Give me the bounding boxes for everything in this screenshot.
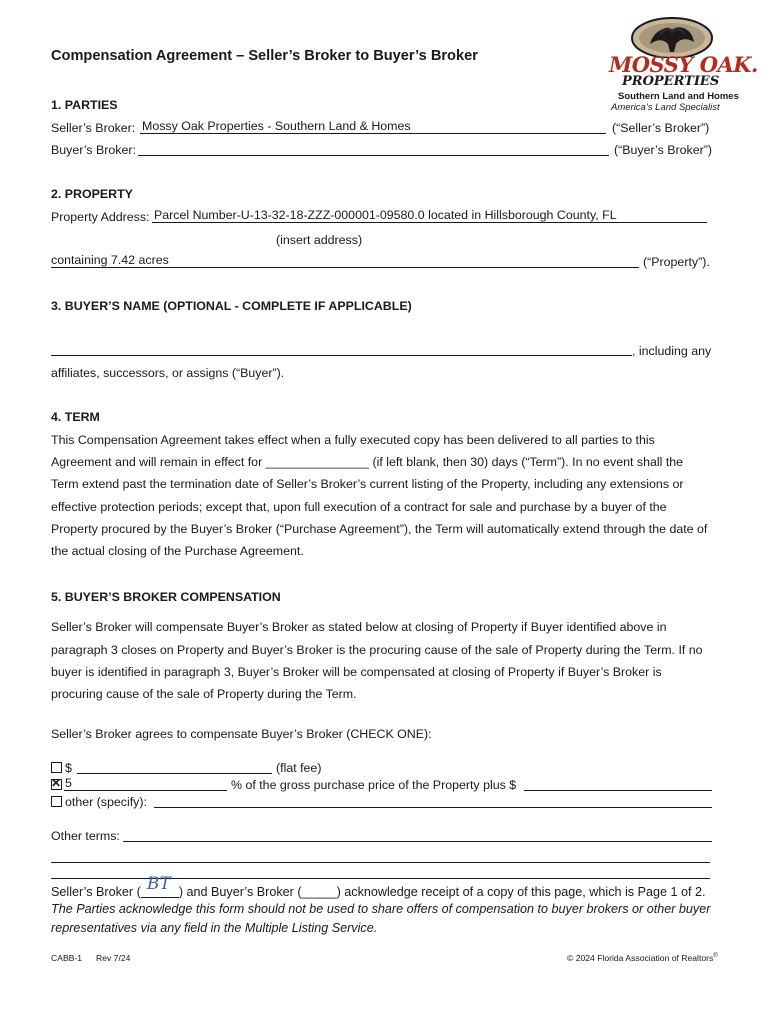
other-terms-line-2[interactable] [51,862,710,863]
page-title: Compensation Agreement – Seller’s Broker to Buyer’s Broker [51,48,478,64]
section-heading-parties: 1. PARTIES [51,98,118,112]
option-other [51,795,147,809]
other-terms-line-1[interactable] [123,841,712,842]
other-label: other (specify): [65,795,147,809]
mls-notice-line-1: The Parties acknowledge this form should not be used to share offers of compensation to buyer brokers or other buyer [51,902,711,916]
compensation-paragraph-line: procuring cause of the sale of Property during the Term. [51,687,357,701]
buyer-broker-line [138,155,609,156]
other-terms-label: Other terms: [51,829,120,843]
property-containing-field[interactable]: containing 7.42 acres [51,253,169,267]
flat-fee-suffix: (flat fee) [276,761,322,775]
term-paragraph-line: the actual closing of the Purchase Agreement. [51,544,304,558]
logo-sub-name: PROPERTIES [622,74,720,89]
seller-initials-handwritten: BT [146,874,171,894]
insert-address-hint: (insert address) [276,233,363,247]
logo-slogan: America’s Land Specialist [611,102,720,113]
flat-fee-checkbox[interactable] [51,762,62,773]
buyer-broker-label: Buyer’s Broker: [51,143,136,157]
compensation-paragraph-line: buyer is identified in paragraph 3, Buyer’s Broker will be compensated at closing of Property if Buyer’s Broker is [51,665,662,679]
term-paragraph-line: Property procured by the Buyer’s Broker (“Purchase Agreement”), the Term will automatically extend through the date of [51,522,708,536]
seller-initials-field[interactable] [141,874,179,898]
mls-notice-line-2: representatives via any field in the Multiple Listing Service. [51,921,378,935]
ack-seller-prefix: Seller’s Broker ( [51,885,141,899]
compensation-check-one: Seller’s Broker agrees to compensate Buyer’s Broker (CHECK ONE): [51,727,432,741]
option-flat-fee [51,761,72,775]
percent-field[interactable]: 5 [65,776,72,790]
company-logo [598,14,758,114]
property-address-field[interactable]: Parcel Number-U-13-32-18-ZZZ-000001-09580.0 located in Hillsborough County, FL [154,208,617,222]
buyer-broker-suffix: (“Buyer’s Broker”) [614,143,712,157]
section-heading-buyer-name: 3. BUYER’S NAME (OPTIONAL - COMPLETE IF APPLICABLE) [51,299,412,313]
compensation-paragraph-line: Seller’s Broker will compensate Buyer’s Broker as stated below at closing of Property if Buyer identified above in [51,620,667,634]
copyright-text: © 2024 Florida Association of Realtors [567,953,714,963]
form-id: CABB-1 [51,953,83,963]
copyright-notice [567,953,718,963]
flat-fee-currency: $ [65,761,72,775]
property-containing-line [51,267,639,268]
buyer-name-suffix: , including any [632,344,712,358]
flat-fee-line [77,773,272,774]
term-paragraph-line: Term extend past the termination date of Seller’s Broker’s current listing of the Property, including any extensions or [51,477,684,491]
percent-checkbox[interactable] [51,779,62,790]
section-heading-property: 2. PROPERTY [51,187,133,201]
logo-tagline: Southern Land and Homes [618,91,739,102]
property-address-line [152,222,707,223]
property-suffix: (“Property”). [643,255,710,269]
section-heading-term: 4. TERM [51,410,100,424]
section-heading-compensation: 5. BUYER’S BROKER COMPENSATION [51,590,281,604]
form-revision: Rev 7/24 [96,953,131,963]
compensation-paragraph-line: paragraph 3 closes on Property and Buyer’s Broker is the procuring cause of the sale of Property during the Term. If no [51,643,703,657]
percent-plus-line [524,790,712,791]
buyer-name-affiliates: affiliates, successors, or assigns (“Buyer”). [51,366,285,380]
term-paragraph-line: effective protection periods; except that, upon full execution of a contract for sale and purchase by a buyer of the [51,500,667,514]
buyer-name-line [51,355,632,356]
percent-line [64,790,227,791]
term-paragraph-line: This Compensation Agreement takes effect when a fully executed copy has been delivered to all parties to this [51,433,655,447]
seller-broker-label: Seller’s Broker: [51,121,136,135]
registered-mark: ® [713,953,718,960]
seller-broker-field[interactable]: Mossy Oak Properties - Southern Land & Homes [142,119,411,133]
property-address-label: Property Address: [51,210,150,224]
option-percent [51,778,65,792]
term-paragraph-line: Agreement and will remain in effect for _______________ (if left blank, then 30) days (“Term”). In no event shall the [51,455,684,469]
acknowledgment-line [51,874,706,899]
ack-buyer-text: ) and Buyer’s Broker (_____) acknowledge receipt of a copy of this page, which is Page 1 of 2. [178,885,706,899]
percent-suffix: % of the gross purchase price of the Property plus $ [231,778,517,792]
seller-broker-suffix: (“Seller’s Broker”) [612,121,710,135]
other-checkbox[interactable] [51,796,62,807]
seller-broker-line [140,133,606,134]
other-line [154,807,712,808]
logo-brand-name: MOSSY OAK. [609,52,758,77]
